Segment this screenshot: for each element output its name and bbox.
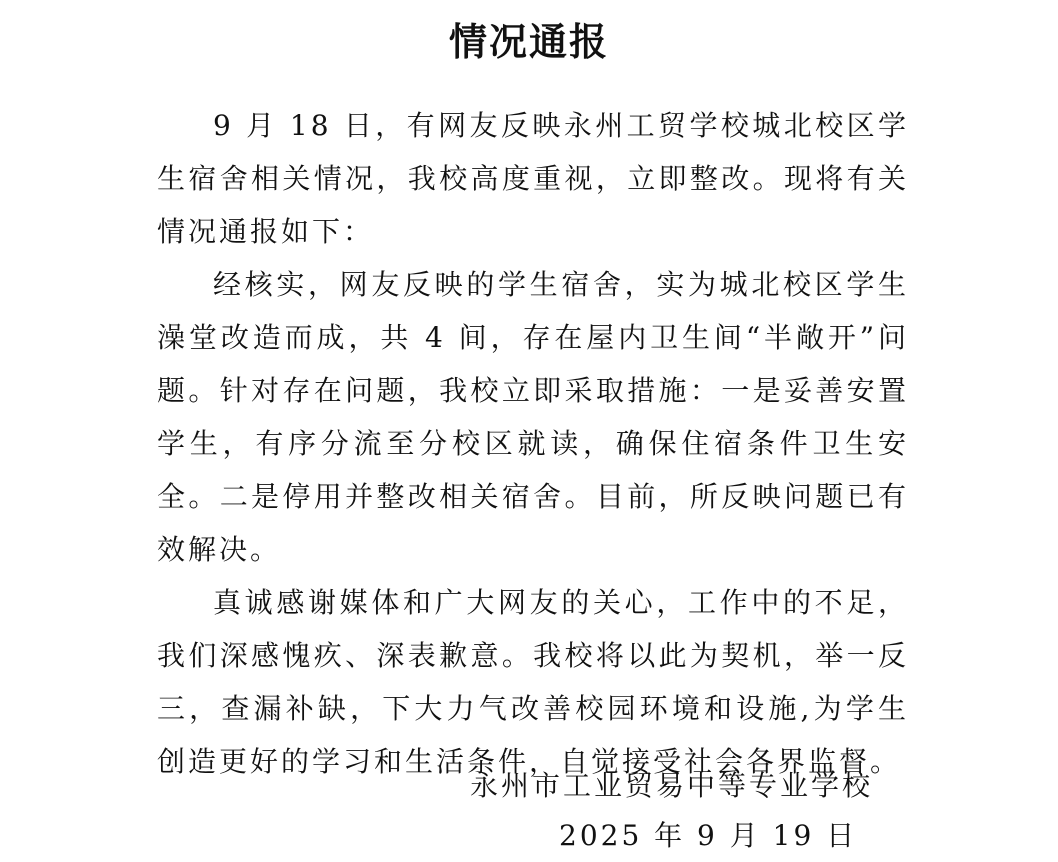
paragraph-findings: 经核实，网友反映的学生宿舍，实为城北校区学生澡堂改造而成，共 4 间，存在屋内卫生间“半敞开”问题。针对存在问题，我校立即采取措施：一是妥善安置学生，有序分流至分校区就读，确保住宿条件卫生安全。二是停用并整改相关宿舍。目前，所反映问题已有效解决。 <box>157 268 909 566</box>
paragraph-apology: 真诚感谢媒体和广大网友的关心，工作中的不足，我们深感愧疚、深表歉意。我校将以此为契机，举一反三，查漏补缺，下大力气改善校园环境和设施,为学生创造更好的学习和生活条件，自觉接受社会各界监督。 <box>157 586 909 778</box>
notice-body <box>157 99 909 788</box>
signature-date: 2025 年 9 月 19 日 <box>559 819 858 852</box>
signature-organization: 永州市工业贸易中等专业学校 <box>470 769 874 802</box>
paragraph-intro: 9 月 18 日，有网友反映永州工贸学校城北校区学生宿舍相关情况，我校高度重视，立即整改。现将有关情况通报如下： <box>157 109 909 248</box>
notice-title: 情况通报 <box>448 19 609 64</box>
